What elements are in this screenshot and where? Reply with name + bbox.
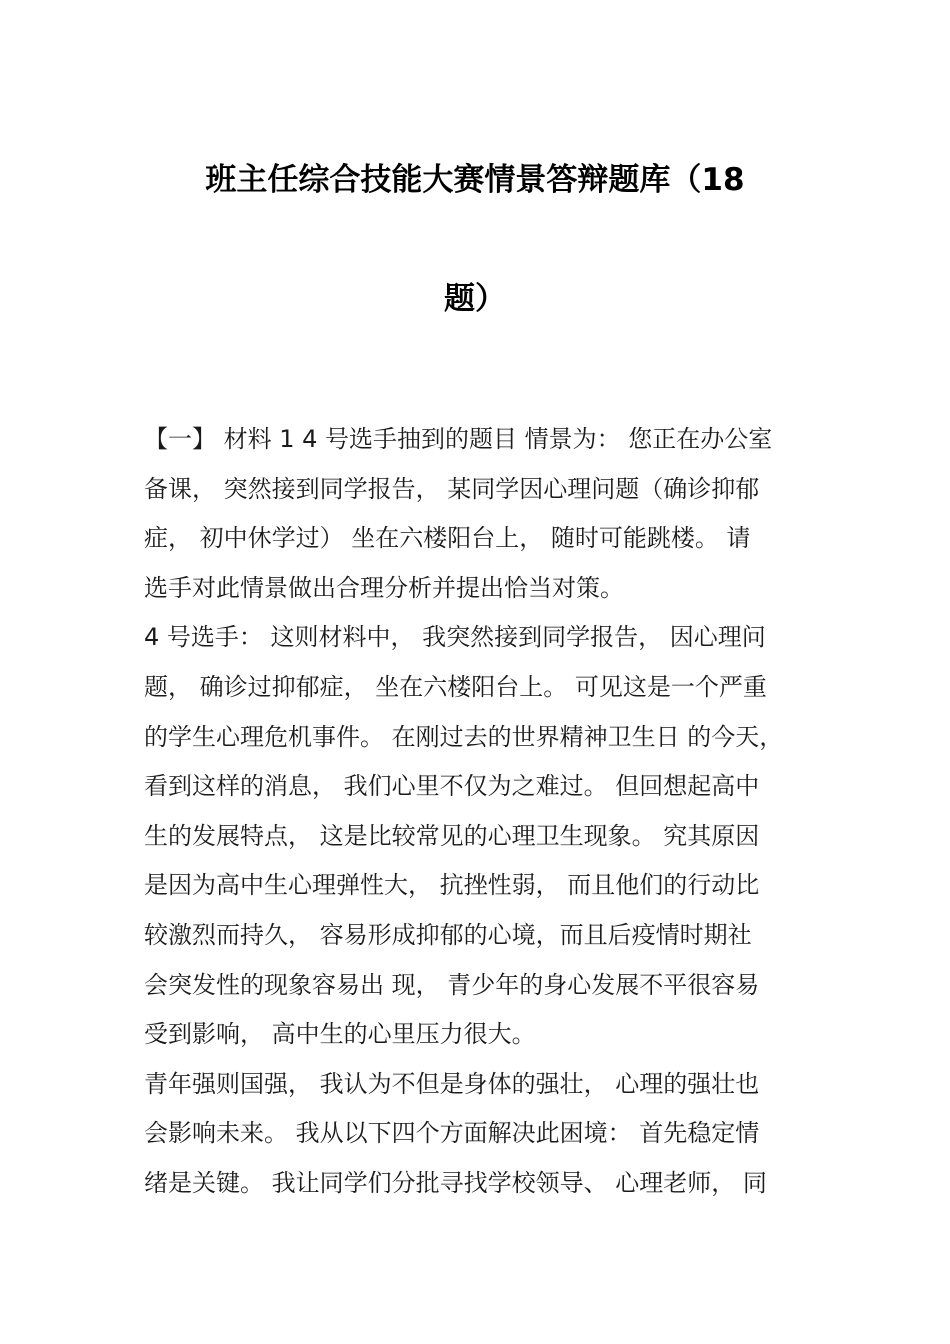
body-line: 青年强则国强， 我认为不但是身体的强壮， 心理的强壮也 — [144, 1069, 760, 1098]
body-line: 是因为高中生心理弹性大， 抗挫性弱， 而且他们的行动比 — [144, 871, 760, 900]
body-line: 受到影响， 高中生的心里压力很大。 — [144, 1020, 536, 1049]
body-line: 生的发展特点， 这是比较常见的心理卫生现象。 究其原因 — [144, 821, 760, 850]
document-body — [144, 419, 844, 1213]
document-title-line-2: 题） — [444, 281, 506, 317]
body-line: 看到这样的消息， 我们心里不仅为之难过。 但回想起高中 — [144, 772, 760, 801]
body-line: 备课， 突然接到同学报告， 某同学因心理问题（确诊抑郁 — [144, 474, 760, 503]
body-line: 会影响未来。 我从以下四个方面解决此困境： 首先稳定情 — [144, 1119, 760, 1148]
body-line: 绪是关键。 我让同学们分批寻找学校领导、 心理老师， 同 — [144, 1168, 767, 1197]
body-line: 【一】 材料 1 4 号选手抽到的题目 情景为： 您正在办公室 — [144, 425, 773, 453]
body-line: 4 号选手： 这则材料中， 我突然接到同学报告， 因心理问 — [144, 623, 766, 652]
document-title-line-1: 班主任综合技能大赛情景答辩题库（18 — [205, 162, 745, 198]
body-line: 较激烈而持久， 容易形成抑郁的心境，而且后疫情时期社 — [144, 920, 752, 949]
body-line: 会突发性的现象容易出 现， 青少年的身心发展不平很容易 — [144, 970, 760, 999]
body-line: 题， 确诊过抑郁症， 坐在六楼阳台上。 可见这是一个严重 — [144, 672, 767, 701]
body-line: 选手对此情景做出合理分析并提出恰当对策。 — [144, 573, 624, 602]
body-line: 的学生心理危机事件。 在刚过去的世界精神卫生日 的今天， — [144, 722, 784, 751]
body-line: 症， 初中休学过） 坐在六楼阳台上， 随时可能跳楼。 请 — [144, 524, 751, 553]
